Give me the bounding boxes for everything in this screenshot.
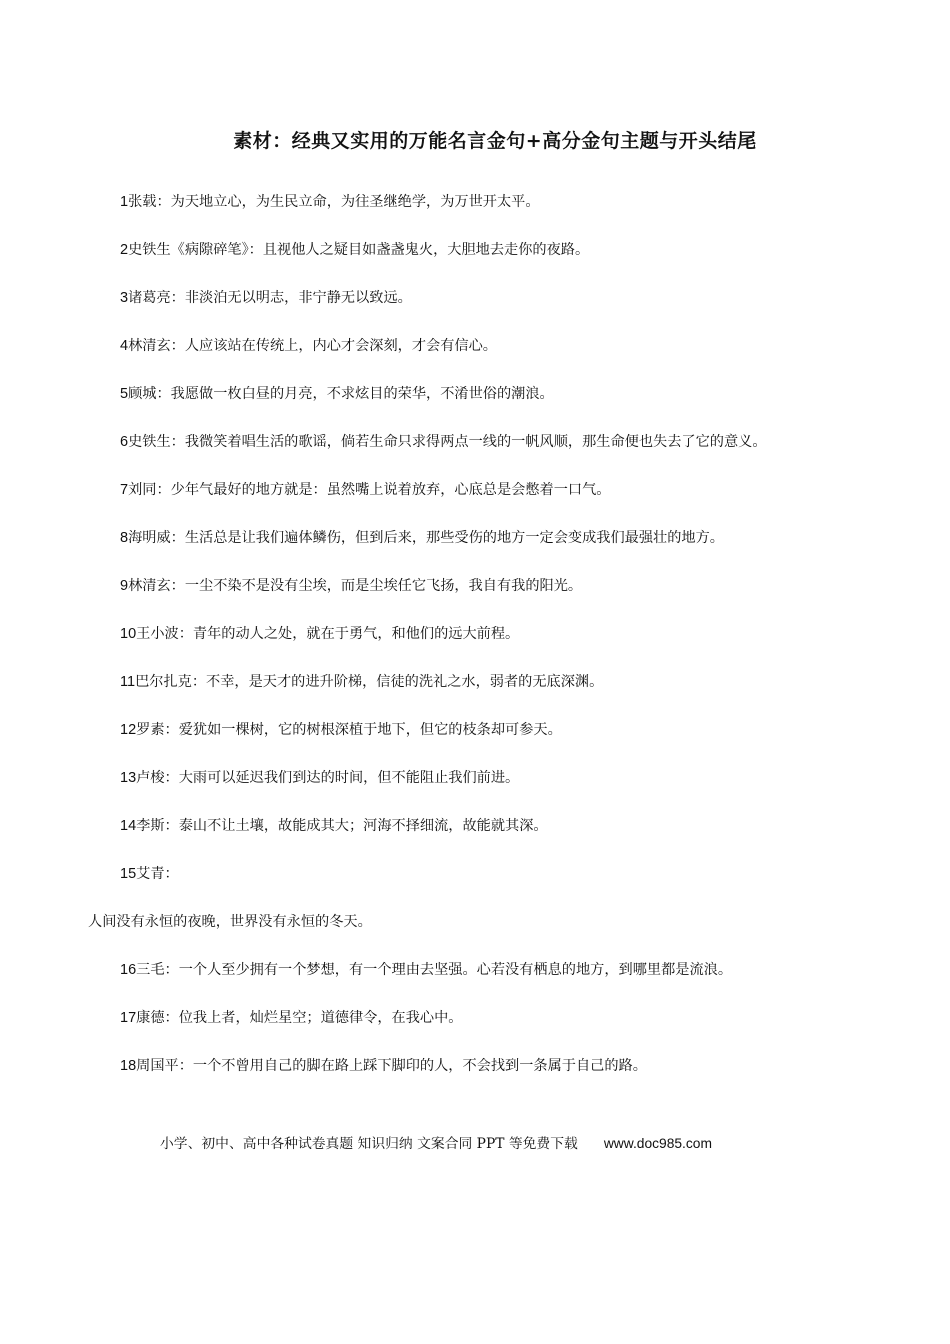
item-number: 9 [120, 578, 129, 594]
list-item [88, 860, 864, 888]
item-number: 5 [120, 386, 129, 402]
item-number: 2 [120, 242, 129, 258]
list-item [88, 380, 864, 408]
item-text: 林清玄：人应该站在传统上，内心才会深刻，才会有信心。 [128, 338, 497, 354]
item-number: 6 [120, 434, 129, 450]
item-number: 4 [120, 338, 129, 354]
item-text: 史铁生：我微笑着唱生活的歌谣，倘若生命只求得两点一线的一帆风顺，那生命便也失去了它的意义。 [128, 434, 767, 450]
item-text: 人间没有永恒的夜晚，世界没有永恒的冬天。 [88, 914, 372, 930]
list-item [88, 956, 864, 984]
page-title: 素材：经典又实用的万能名言金句+高分金句主题与开头结尾 [233, 130, 757, 152]
quote-list [88, 188, 864, 1080]
item-number: 18 [120, 1058, 137, 1074]
item-number: 15 [120, 866, 137, 882]
item-text: 李斯：泰山不让土壤，故能成其大；河海不择细流，故能就其深。 [136, 818, 548, 834]
list-item [88, 476, 864, 504]
list-item [88, 812, 864, 840]
item-text: 诸葛亮：非淡泊无以明志，非宁静无以致远。 [128, 290, 412, 306]
item-text: 艾青： [136, 866, 179, 882]
item-number: 16 [120, 962, 137, 978]
item-number: 8 [120, 530, 129, 546]
item-text: 康德：位我上者，灿烂星空；道德律令，在我心中。 [136, 1010, 463, 1026]
item-text: 罗素：爱犹如一棵树，它的树根深植于地下，但它的枝条却可参天。 [136, 722, 562, 738]
list-item [88, 188, 864, 216]
list-item [88, 620, 864, 648]
footer-url: www.doc985.com [603, 1136, 712, 1151]
item-number: 11 [120, 674, 136, 690]
list-item-continuation [88, 908, 864, 936]
item-number: 14 [120, 818, 137, 834]
list-item [88, 1052, 864, 1080]
item-text: 三毛：一个人至少拥有一个梦想，有一个理由去坚强。心若没有栖息的地方，到哪里都是流浪。 [136, 962, 733, 978]
item-number: 12 [120, 722, 137, 738]
list-item [88, 572, 864, 600]
list-item [88, 524, 864, 552]
list-item [88, 764, 864, 792]
item-text: 史铁生《病隙碎笔》：且视他人之疑目如盏盏鬼火，大胆地去走你的夜路。 [128, 242, 590, 258]
item-number: 17 [120, 1010, 137, 1026]
page-footer [160, 1133, 860, 1155]
item-number: 1 [120, 194, 129, 210]
list-item [88, 428, 864, 456]
item-text: 海明威：生活总是让我们遍体鳞伤，但到后来，那些受伤的地方一定会变成我们最强壮的地方。 [128, 530, 724, 546]
list-item [88, 716, 864, 744]
item-text: 卢梭：大雨可以延迟我们到达的时间，但不能阻止我们前进。 [136, 770, 520, 786]
item-text: 王小波：青年的动人之处，就在于勇气，和他们的远大前程。 [136, 626, 520, 642]
list-item [88, 236, 864, 264]
list-item [88, 668, 864, 696]
item-number: 3 [120, 290, 129, 306]
item-number: 10 [120, 626, 137, 642]
item-text: 周国平：一个不曾用自己的脚在路上踩下脚印的人，不会找到一条属于自己的路。 [136, 1058, 647, 1074]
item-number: 7 [120, 482, 129, 498]
item-text: 顾城：我愿做一枚白昼的月亮，不求炫目的荣华，不淆世俗的潮浪。 [128, 386, 554, 402]
list-item [88, 1004, 864, 1032]
item-text: 刘同：少年气最好的地方就是：虽然嘴上说着放弃，心底总是会憋着一口气。 [128, 482, 611, 498]
item-text: 张载：为天地立心，为生民立命，为往圣继绝学，为万世开太平。 [128, 194, 540, 210]
item-number: 13 [120, 770, 137, 786]
item-text: 巴尔扎克：不幸，是天才的进升阶梯，信徒的洗礼之水，弱者的无底深渊。 [135, 674, 604, 690]
item-text: 林清玄：一尘不染不是没有尘埃，而是尘埃任它飞扬，我自有我的阳光。 [128, 578, 583, 594]
list-item [88, 284, 864, 312]
list-item [88, 332, 864, 360]
footer-text: 小学、初中、高中各种试卷真题 知识归纳 文案合同 PPT 等免费下载 [160, 1136, 578, 1152]
